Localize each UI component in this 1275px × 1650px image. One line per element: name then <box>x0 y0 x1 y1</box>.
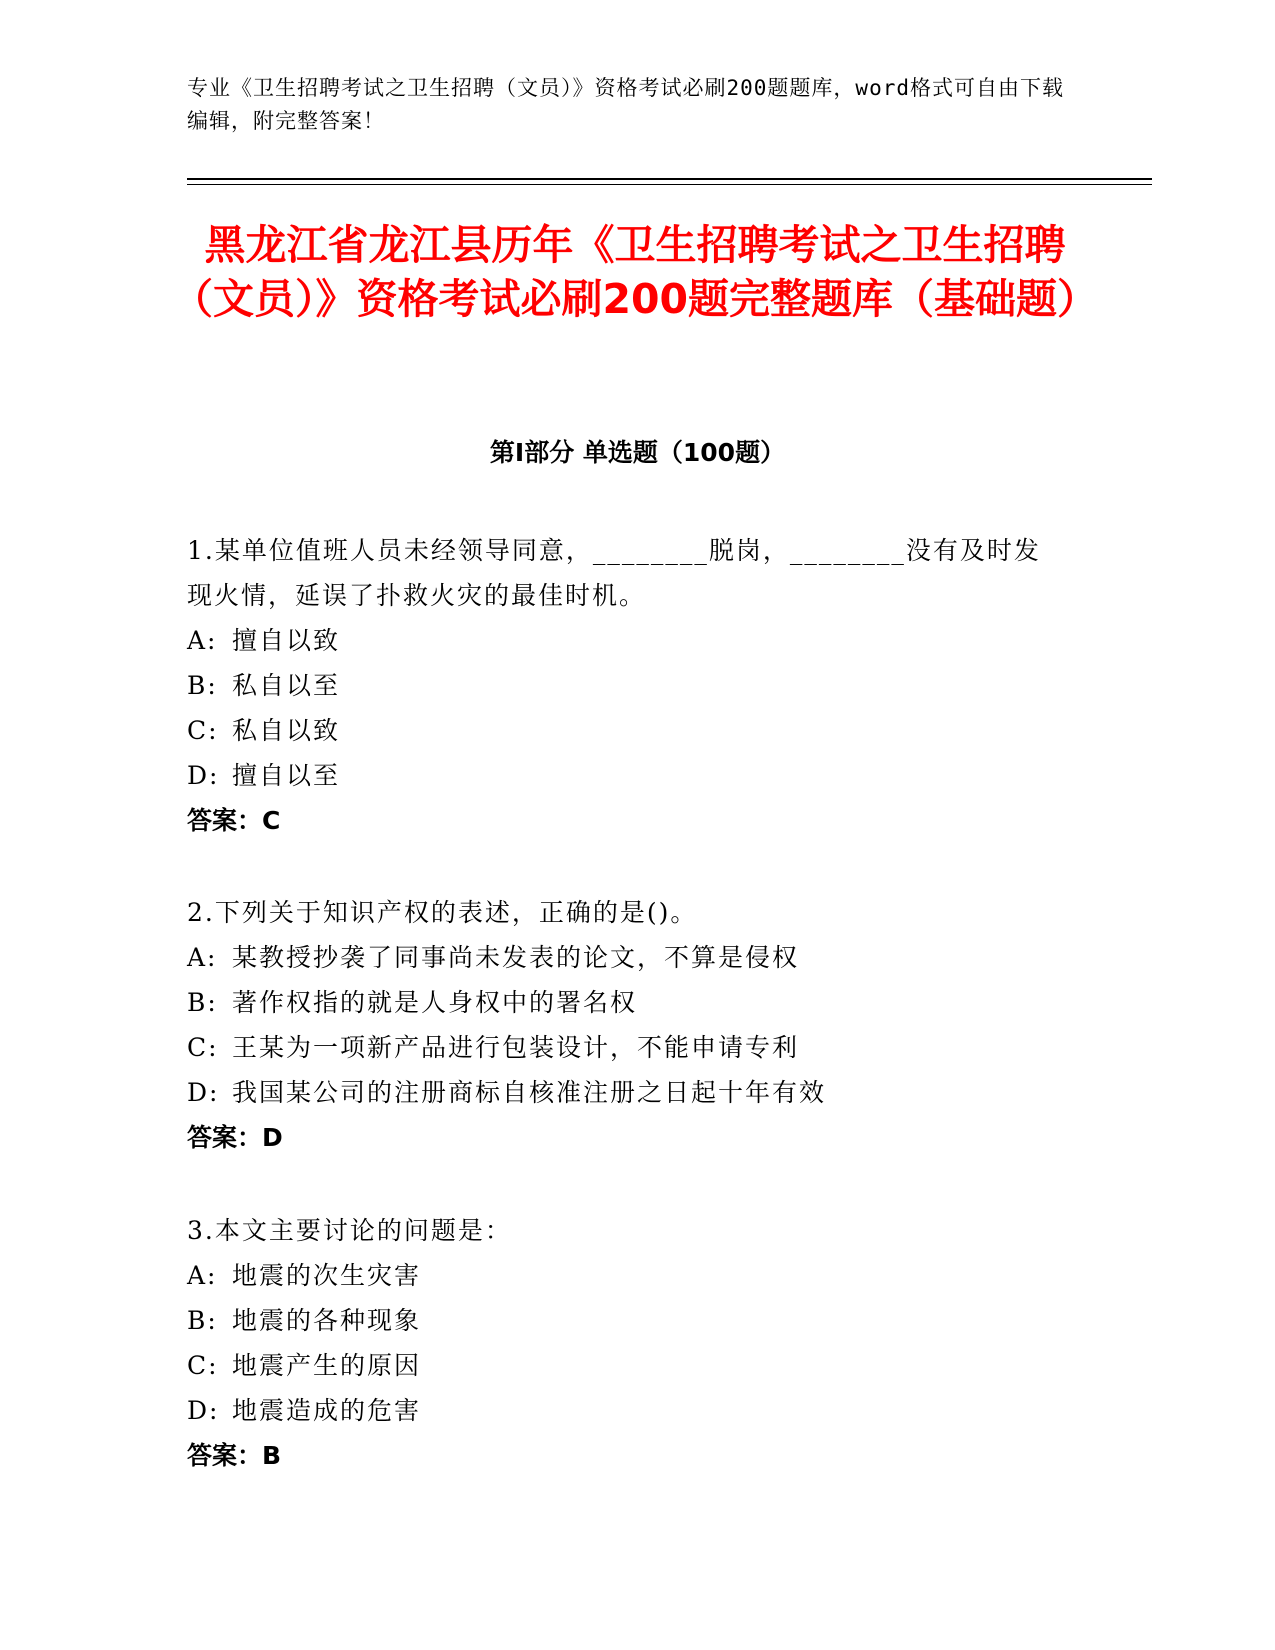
question-1 <box>187 528 1067 843</box>
option-letter: B: <box>187 1306 218 1335</box>
option-text: 某教授抄袭了同事尚未发表的论文，不算是侵权 <box>232 943 800 972</box>
option-letter: A: <box>187 626 218 655</box>
header-note: 专业《卫生招聘考试之卫生招聘（文员）》资格考试必刷200题题库，word格式可自由下载编辑，附完整答案！ <box>187 76 1064 133</box>
option-letter: A: <box>187 943 218 972</box>
option-text: 王某为一项新产品进行包装设计，不能申请专利 <box>232 1033 800 1062</box>
option-letter: A: <box>187 1261 218 1290</box>
option-d <box>187 1388 1067 1433</box>
option-letter: C: <box>187 1033 219 1062</box>
option-letter: B: <box>187 988 218 1017</box>
answer: 答案：B <box>187 1441 282 1470</box>
option-text: 擅自以致 <box>232 626 341 655</box>
question-stem: 1.某单位值班人员未经领导同意，________脱岗，________没有及时发现火情，延误了扑救火灾的最佳时机。 <box>187 536 1041 610</box>
option-b <box>187 1298 1067 1343</box>
answer: 答案：C <box>187 806 281 835</box>
option-text: 私自以致 <box>232 716 341 745</box>
option-a <box>187 618 1067 663</box>
header-divider-thick <box>187 178 1152 180</box>
option-b <box>187 980 1067 1025</box>
question-2 <box>187 890 1067 1160</box>
option-letter: C: <box>187 716 219 745</box>
option-d <box>187 1070 1067 1115</box>
option-c <box>187 1025 1067 1070</box>
option-letter: D: <box>187 1396 220 1425</box>
option-c <box>187 1343 1067 1388</box>
option-letter: D: <box>187 1078 220 1107</box>
option-text: 地震的各种现象 <box>232 1306 422 1335</box>
option-text: 私自以至 <box>232 671 341 700</box>
question-stem: 2.下列关于知识产权的表述，正确的是()。 <box>187 898 698 927</box>
option-text: 擅自以至 <box>232 761 341 790</box>
document-title: 黑龙江省龙江县历年《卫生招聘考试之卫生招聘（文员）》资格考试必刷200题完整题库（基础题） <box>171 221 1099 323</box>
option-letter: D: <box>187 761 220 790</box>
answer: 答案：D <box>187 1123 283 1152</box>
option-a <box>187 935 1067 980</box>
option-letter: B: <box>187 671 218 700</box>
option-text: 地震产生的原因 <box>232 1351 422 1380</box>
option-text: 地震造成的危害 <box>232 1396 422 1425</box>
option-text: 地震的次生灾害 <box>232 1261 422 1290</box>
option-text: 我国某公司的注册商标自核准注册之日起十年有效 <box>232 1078 827 1107</box>
question-stem: 3.本文主要讨论的问题是： <box>187 1216 512 1245</box>
section-title: 第Ⅰ部分 单选题（100题） <box>489 438 786 467</box>
question-3 <box>187 1208 1067 1478</box>
option-a <box>187 1253 1067 1298</box>
header-divider-thin <box>187 184 1152 185</box>
option-text: 著作权指的就是人身权中的署名权 <box>232 988 638 1017</box>
option-letter: C: <box>187 1351 219 1380</box>
option-b <box>187 663 1067 708</box>
option-d <box>187 753 1067 798</box>
option-c <box>187 708 1067 753</box>
